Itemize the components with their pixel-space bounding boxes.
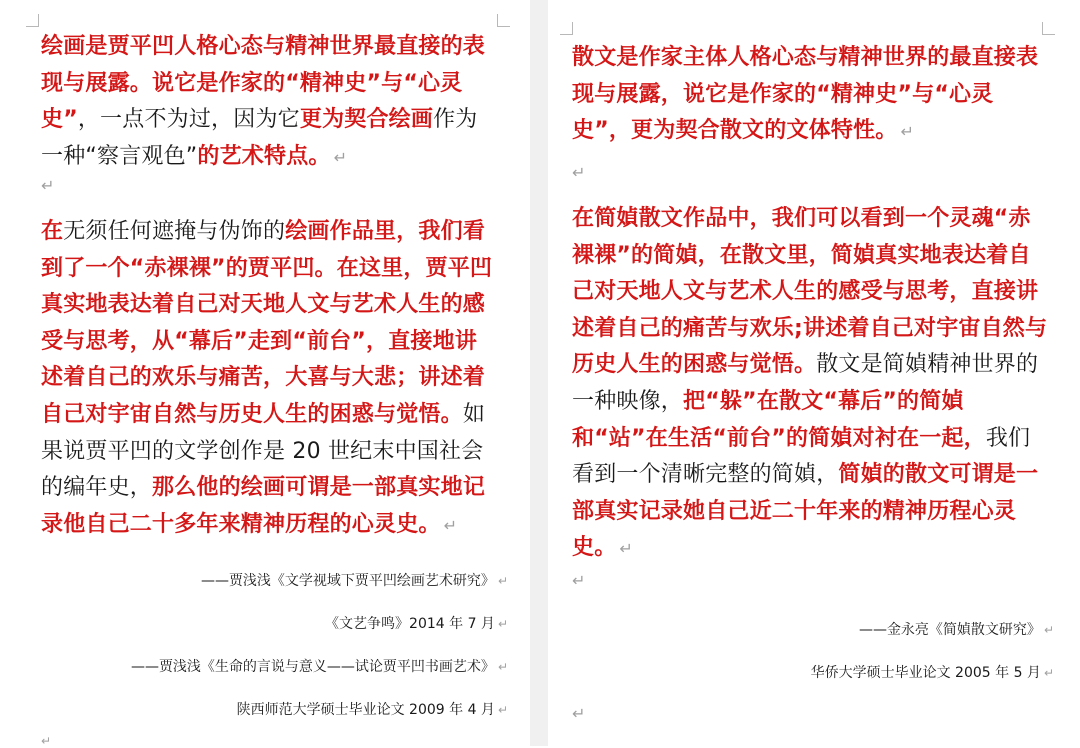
citation-line: 《文艺争鸣》2014 年 7 月 ↵ [325, 616, 508, 632]
margin-corner-mark [560, 22, 573, 35]
citation-line: 陕西师范大学硕士毕业论文 2009 年 4 月 ↵ [236, 702, 508, 718]
highlighted-text-run: 在简媜散文作品中，我们可以看到一个灵魂“赤裸裸”的简媜，在散文里，简媜真实地表达着自己对天地人文与艺术人生的感受与思考，直接讲述着自己的痛苦与欢乐;讲述着自己对宇宙自然与历史人生的困惑与觉悟。 [572, 206, 1048, 378]
margin-corner-mark [26, 14, 39, 27]
plain-text-run: 我们看到一个清晰完整的简媜， [572, 425, 1031, 488]
paragraph-mark: ↵ [333, 147, 348, 167]
right-paragraph-2 [572, 201, 1048, 568]
empty-paragraph-mark: ↵ [572, 571, 586, 590]
citation-line: ——贾浅浅《生命的言说与意义——试论贾平凹书画艺术》 ↵ [130, 659, 508, 675]
empty-paragraph-mark: ↵ [41, 734, 52, 748]
highlighted-text-run: 简媜的散文可谓是一部真实记录她自己近二十年来的精神历程心灵史。 [572, 462, 1039, 561]
plain-text-run: 作为一种“察言观色” [41, 107, 478, 169]
left-paragraph-2 [41, 214, 499, 544]
plain-text-run: 如果说贾平凹的文学创作是 20 世纪末中国社会的编年史， [41, 401, 486, 501]
plain-text-run: ，一点不为过，因为它 [77, 107, 300, 133]
empty-paragraph-mark: ↵ [572, 163, 586, 182]
citation-line: ——贾浅浅《文学视域下贾平凹绘画艺术研究》 ↵ [200, 573, 508, 589]
empty-paragraph-mark: ↵ [41, 176, 55, 195]
highlighted-text-run: 在 [41, 219, 64, 244]
highlighted-text-run: 绘画是贾平凹人格心态与精神世界最直接的表现与展露。说它是作家的“精神史”与“心灵史” [41, 34, 486, 133]
margin-corner-mark [497, 14, 510, 27]
page-gap [530, 0, 548, 746]
highlighted-text-run: 那么他的绘画可谓是一部真实地记录他自己二十多年来精神历程的心灵史。 [41, 475, 486, 537]
highlighted-text-run: 散文是作家主体人格心态与精神世界的最直接表现与展露，说它是作家的“精神史”与“心灵史”，更为契合散文的文体特性。 [572, 45, 1039, 144]
paragraph-mark: ↵ [900, 122, 915, 142]
paragraph-mark: ↵ [443, 515, 458, 535]
right-document-page [548, 0, 1080, 746]
highlighted-text-run: 绘画作品里，我们看到了一个“赤裸裸”的贾平凹。在这里，贾平凹真实地表达着自己对天地人文与艺术人生的感受与思考，从“幕后”走到“前台”，直接地讲述着自己的欢乐与痛苦，大喜与大悲；讲述着自己对宇宙自然与历史人生的困惑与觉悟。 [41, 219, 493, 427]
left-document-page [0, 0, 530, 746]
plain-text-run: 无须任何遮掩与伪饰的 [63, 219, 286, 244]
right-paragraph-1 [572, 40, 1048, 151]
paragraph-mark: ↵ [619, 539, 634, 559]
highlighted-text-run: 把“躲”在散文“幕后”的简媜和“站”在生活“前台”的简媜对衬在一起， [572, 388, 986, 451]
left-paragraph-1 [41, 29, 499, 176]
margin-corner-mark [1042, 22, 1055, 35]
citation-line: ——金永亮《简媜散文研究》 ↵ [858, 622, 1054, 638]
citation-line: 华侨大学硕士毕业论文 2005 年 5 月 ↵ [810, 665, 1054, 681]
highlighted-text-run: 更为契合绘画 [299, 107, 434, 133]
empty-paragraph-mark: ↵ [572, 704, 586, 723]
plain-text-run: 散文是简媜精神世界的一种映像， [572, 352, 1039, 414]
highlighted-text-run: 的艺术特点。 [197, 143, 331, 169]
